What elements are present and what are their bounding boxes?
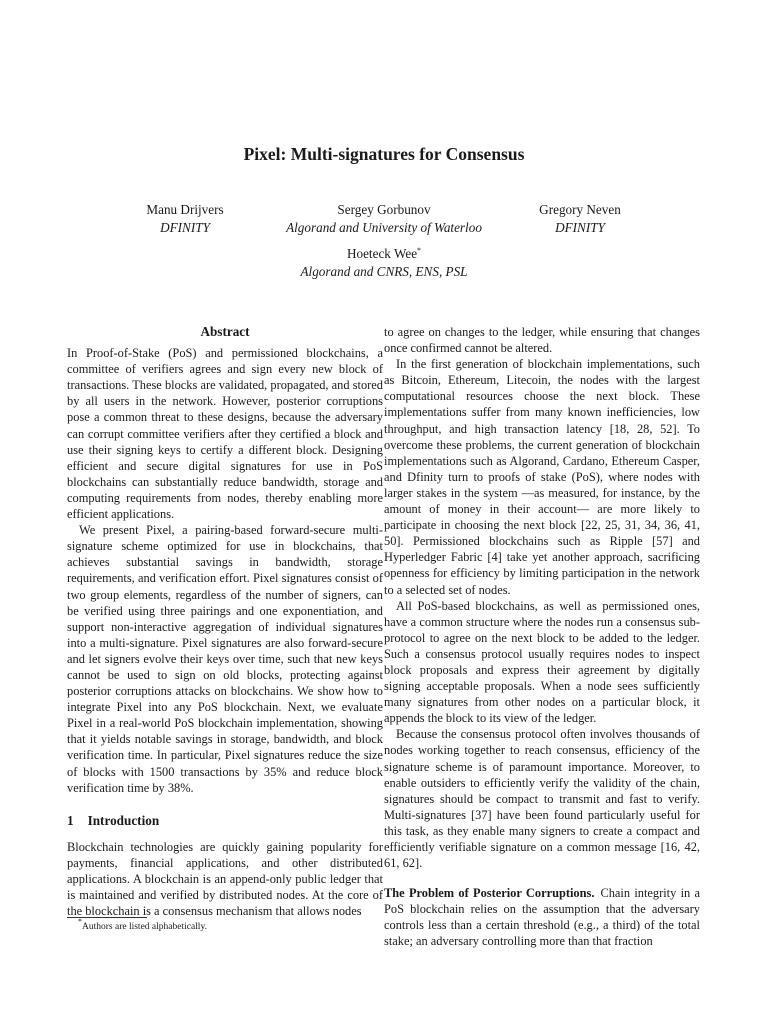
author-affiliation: DFINITY [160,220,210,235]
author-affiliation: Algorand and CNRS, ENS, PSL [300,264,468,279]
author-name: Sergey Gorbunov [337,202,431,217]
footnote-marker: * [417,246,422,255]
paper-title: Pixel: Multi-signatures for Consensus [243,144,525,164]
body-paragraph: In the first generation of blockchain implementations, such as Bitcoin, Ethereum, Litecoin, the nodes with the largest computational resources choose the next block. These implementations suffer from many known inefficiencies, low throughput, and high transaction latency [18, 28, 52]. To overcome these problems, the current generation of blockchain implementations such as Algorand, Cardano, Ethereum Casper, and Dfinity turn to proofs of stake (PoS), where nodes with larger stakes in the system —as measured, for instance, by the amount of money in their account— are more likely to participate in choosing the next block [22, 25, 31, 34, 36, 41, 50]. Permissioned blockchains such as Ripple [57] and Hyperledger Fabric [4] take yet another approach, sacrificing openness for efficiency by limiting participation in the network to a selected set of nodes. [384,357,700,597]
body-paragraph: All PoS-based blockchains, as well as permissioned ones, have a common structure where the nodes run a consensus sub-protocol to agree on the next block to be added to the ledger. Such a consensus protocol usually requires nodes to inspect block proposals and express their agreement by digitally signing acceptable proposals. When a node sees sufficiently many signatures from other nodes on a particular block, it appends the block to its view of the ledger. [384,598,700,726]
footnote [78,917,207,933]
author-affiliation: DFINITY [555,220,605,235]
body-paragraph: to agree on changes to the ledger, while ensuring that changes once confirmed cannot be altered. [384,325,700,356]
author-name: Gregory Neven [539,202,621,217]
section-heading [67,813,383,829]
section-title: Introduction [87,812,160,828]
runin-heading: The Problem of Posterior Corruptions. [384,886,595,901]
author-block [244,201,524,237]
author-name: Manu Drijvers [146,202,224,217]
author-affiliation: Algorand and University of Waterloo [286,220,482,235]
footnote-text: Authors are listed alphabetically. [82,922,207,932]
left-column [67,324,383,919]
abstract-paragraph: In Proof-of-Stake (PoS) and permissioned blockchains, a committee of verifiers agrees and sign every new block of transactions. These blocks are validated, propagated, and stored by all users in the network. However, posterior corruptions pose a common threat to these designs, because the adversary can corrupt committee verifiers after they certified a block and use their signing keys to certify a different block. Designing efficient and secure digital signatures for use in PoS blockchains can substantially reduce bandwidth, storage and computing requirements from nodes, thereby enabling more efficient applications. [67,346,383,522]
author-name: Hoeteck Wee* [346,246,422,261]
body-paragraph: The Problem of Posterior Corruptions. Chain integrity in a PoS blockchain relies on the assumption that the adversary controls less than a certain threshold (e.g., a third) of the total stake; an adversary controlling more than that fraction [384,886,701,949]
author-block [115,201,255,237]
body-paragraph: Because the consensus protocol often involves thousands of nodes working together to reach consensus, efficiency of the signature scheme is of paramount importance. Moreover, to enable outsiders to efficiently verify the validity of the chain, signatures should be compact to transmit and fast to verify. Multi-signatures [37] have been found particularly useful for this task, as they enable many signers to create a compact and efficiently verifiable signature on a common message [16, 42, 61, 62]. [384,727,700,871]
right-column [384,324,700,950]
author-block [234,245,534,281]
body-paragraph: Blockchain technologies are quickly gaining popularity for payments, financial applications, and other distributed applications. A blockchain is an append-only public ledger that is maintained and verified by distributed nodes. At the core of the blockchain is a consensus mechanism that allows nodes [67,839,383,919]
author-block [510,201,650,237]
section-number: 1 [67,812,74,828]
footnote-marker: * [78,917,82,926]
abstract-paragraph: We present Pixel, a pairing-based forward-secure multi-signature scheme optimized for use in blockchains, that achieves substantial savings in bandwidth, storage requirements, and verification effort. Pixel signatures consist of two group elements, regardless of the number of signers, can be verified using three pairings and one exponentiation, and support non-interactive aggregation of individual signatures into a multi-signature. Pixel signatures are also forward-secure and let signers evolve their keys over time, such that new keys cannot be used to sign on old blocks, protecting against posterior corruptions attacks on blockchains. We show how to integrate Pixel into any PoS blockchain. Next, we evaluate Pixel in a real-world PoS blockchain implementation, showing that it yields notable savings in storage, bandwidth, and block verification time. In particular, Pixel signatures reduce the size of blocks with 1500 transactions by 35% and reduce block verification time by 38%. [67,523,383,795]
abstract-heading: Abstract [200,324,250,339]
